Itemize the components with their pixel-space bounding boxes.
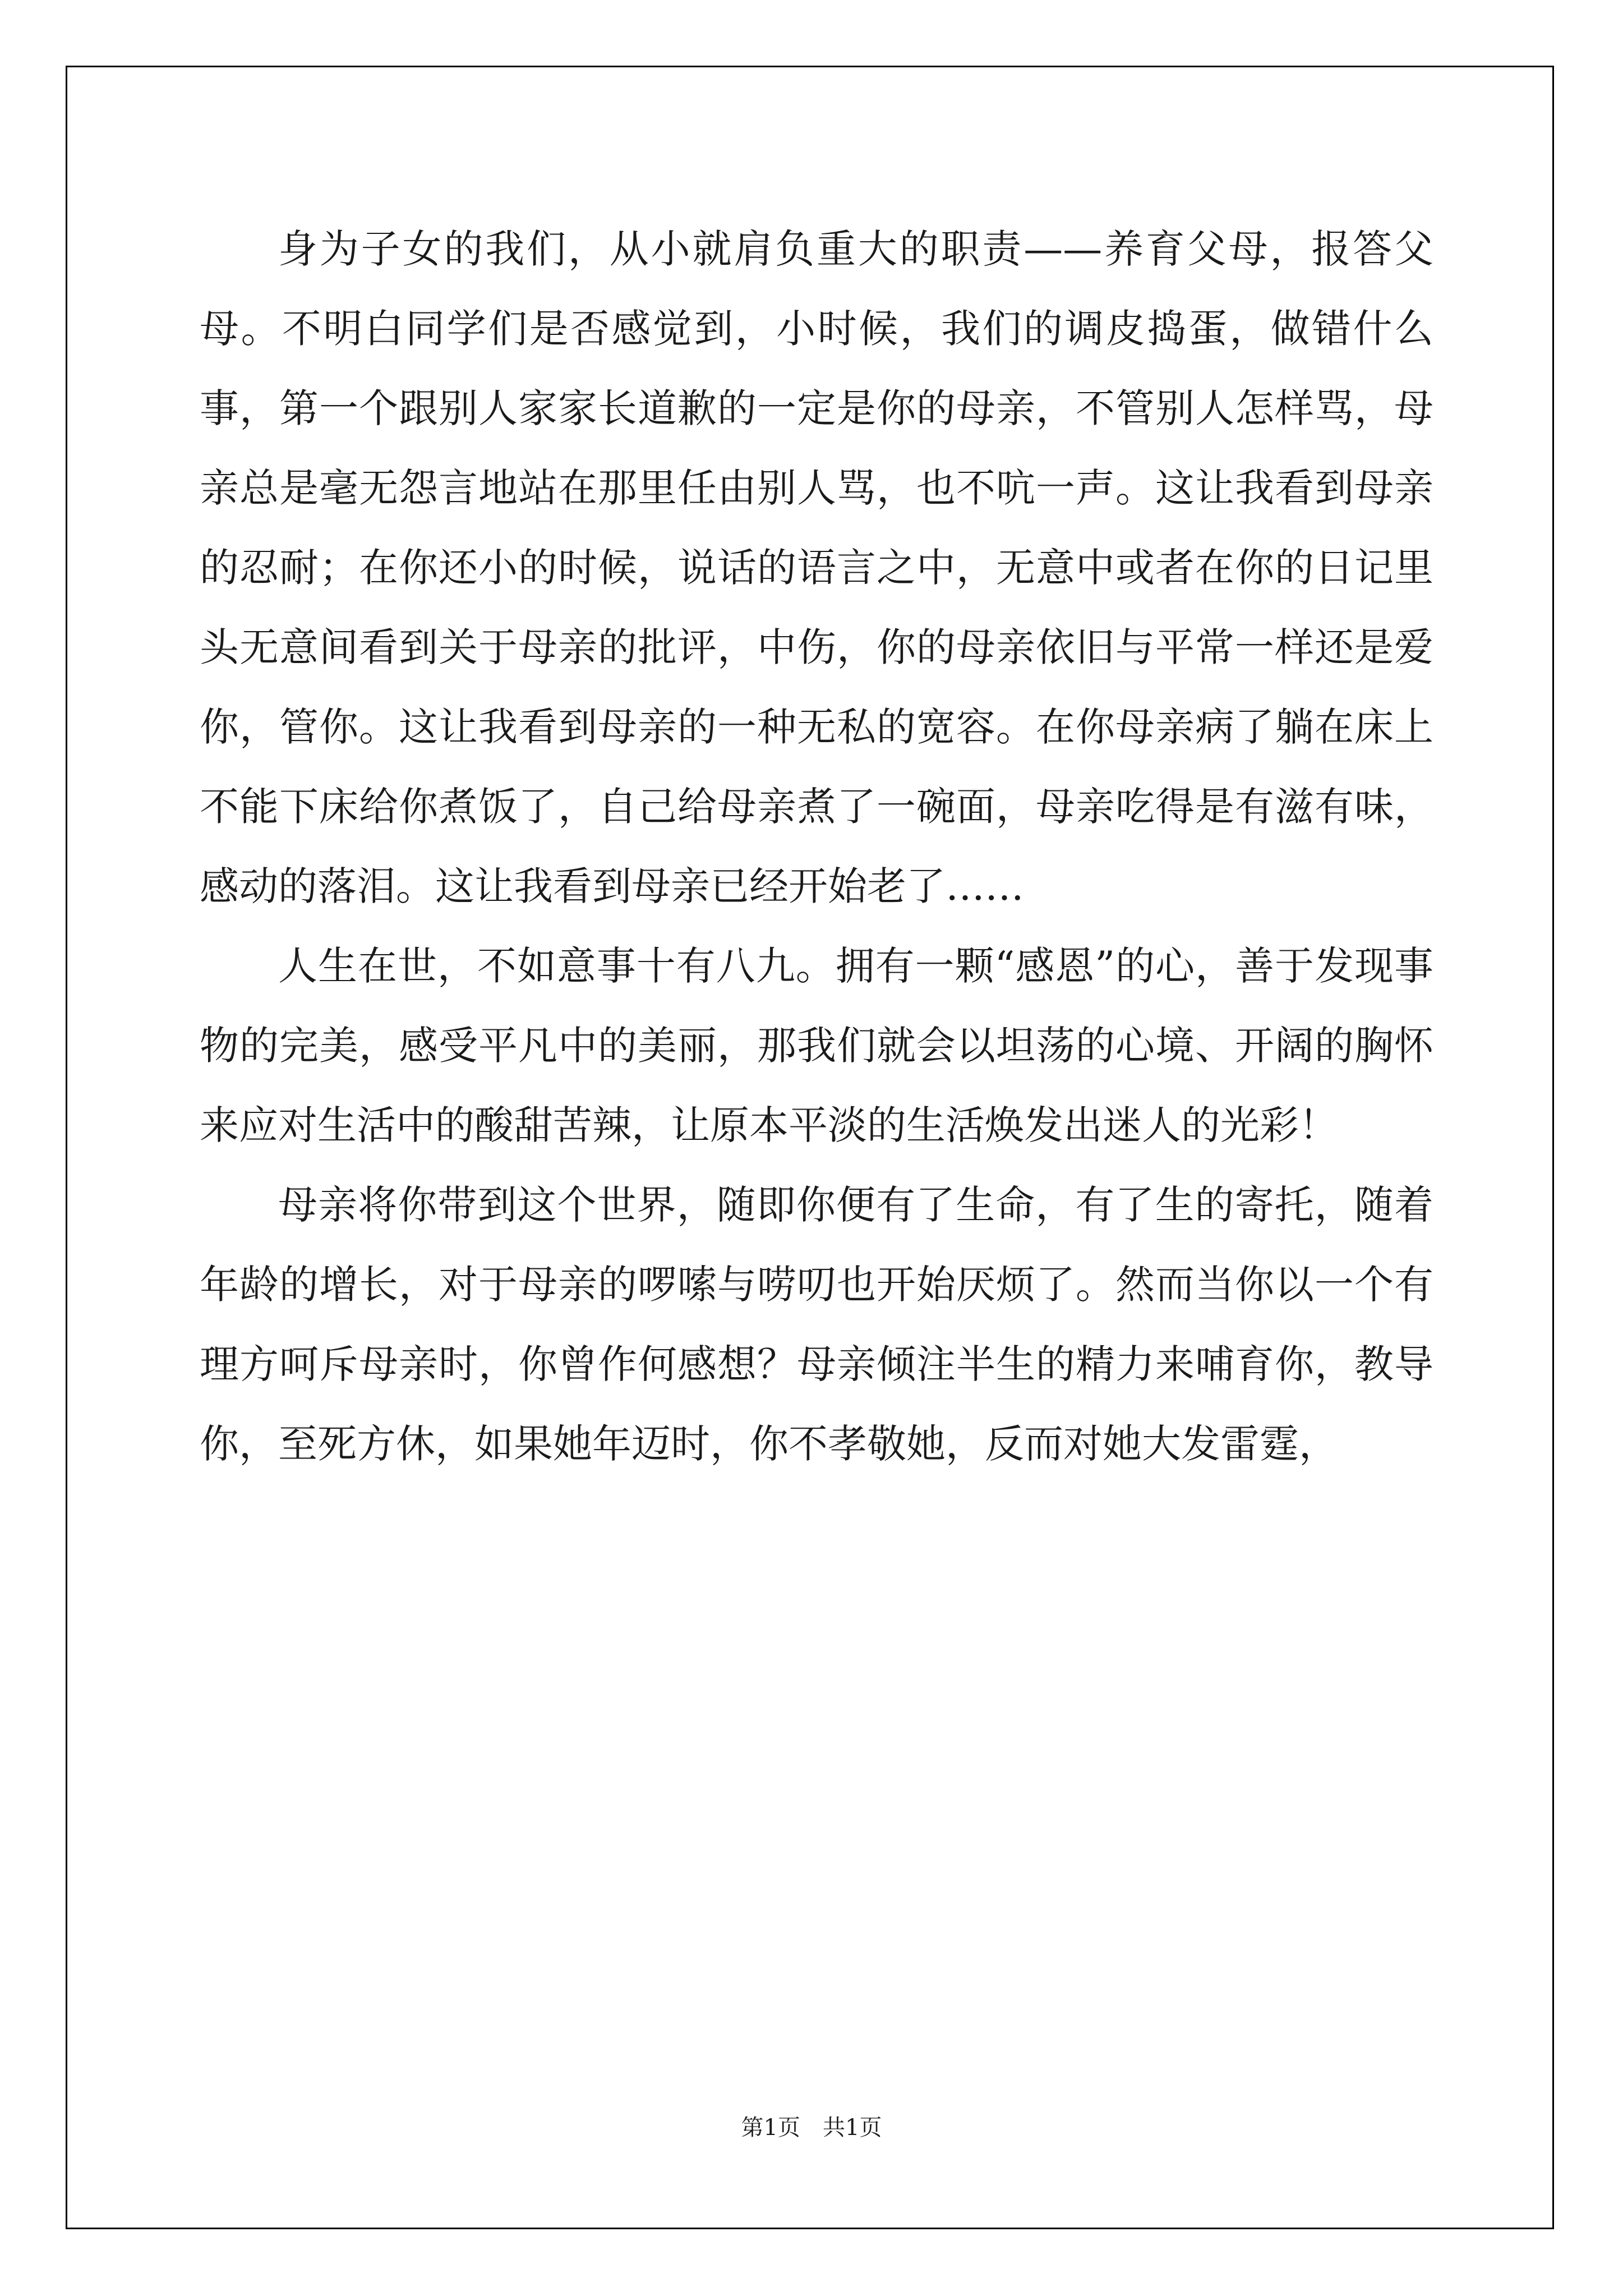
paragraph: 身为子女的我们，从小就肩负重大的职责——养育父母，报答父母。不明白同学们是否感觉到，小时候，我们的调皮捣蛋，做错什么事，第一个跟别人家家长道歉的一定是你的母亲，不管别人怎样骂，母亲总是毫无怨言地站在那里任由别人骂，也不吭一声。这让我看到母亲的忍耐；在你还小的时候，说话的语言之中，无意中或者在你的日记里头无意间看到关于母亲的批评，中伤，你的母亲依旧与平常一样还是爱你，管你。这让我看到母亲的一种无私的宽容。在你母亲病了躺在床上不能下床给你煮饭了，自己给母亲煮了一碗面，母亲吃得是有滋有味，感动的落泪。这让我看到母亲已经开始老了…… — [200, 226, 1433, 909]
paragraph: 人生在世，不如意事十有八九。拥有一颗“感恩”的心，善于发现事物的完美，感受平凡中的美丽，那我们就会以坦荡的心境、开阔的胸怀来应对生活中的酸甜苦辣，让原本平淡的生活焕发出迷人的光彩！ — [200, 943, 1433, 1148]
document-body — [200, 209, 1433, 1484]
page-footer — [0, 2112, 1623, 2143]
paragraph: 母亲将你带到这个世界，随即你便有了生命，有了生的寄托，随着年龄的增长，对于母亲的啰嗦与唠叨也开始厌烦了。然而当你以一个有理方呵斥母亲时，你曾作何感想？母亲倾注半生的精力来哺育你，教导你，至死方休，如果她年迈时，你不孝敬她，反而对她大发雷霆， — [200, 1182, 1433, 1467]
page-number-current: 第1页 — [741, 2115, 800, 2141]
page-number-total: 共1页 — [823, 2115, 882, 2141]
